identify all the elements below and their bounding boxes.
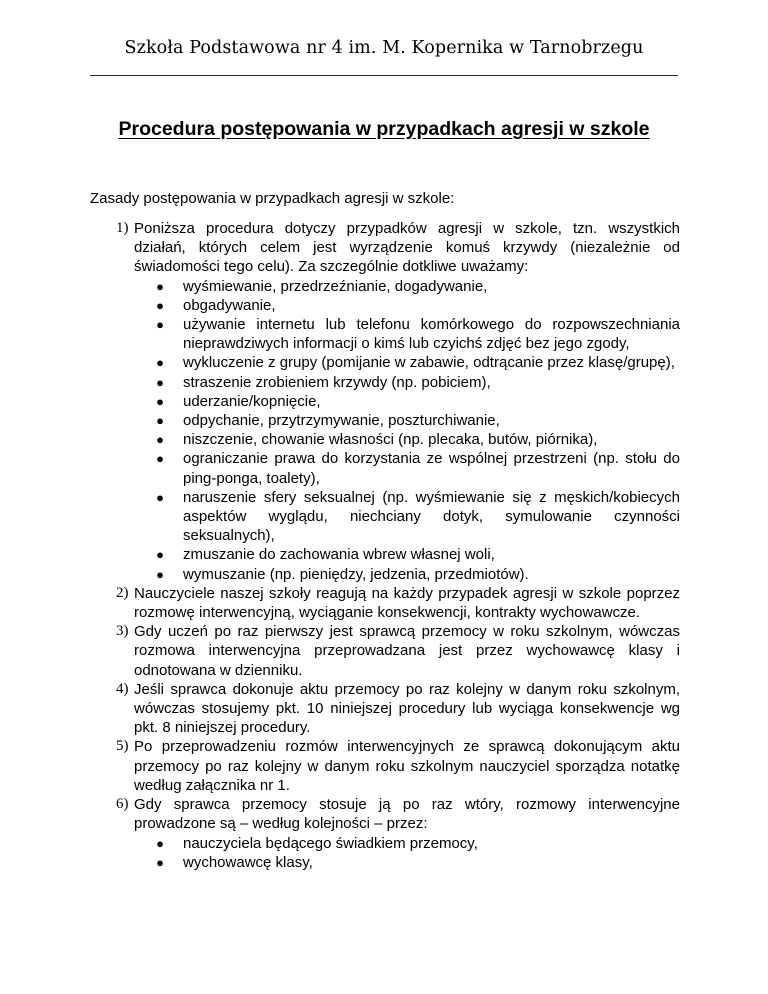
bullet-item xyxy=(134,834,680,853)
bullet-icon: ● xyxy=(156,451,164,467)
bullet-text: zmuszanie do zachowania wbrew własnej woli, xyxy=(183,546,495,564)
list-item xyxy=(90,680,680,738)
bullet-text: naruszenie sfery seksualnej (np. wyśmiewanie się z męskich/kobiecych aspektów wyglądu, niechciany dotyk, symulowanie czynności seksualnych), xyxy=(183,488,680,545)
bullet-icon: ● xyxy=(156,432,164,448)
bullet-icon: ● xyxy=(156,835,164,851)
bullet-item xyxy=(134,353,680,372)
bullet-item xyxy=(134,373,680,392)
bullet-icon: ● xyxy=(156,355,164,371)
bullet-item xyxy=(134,277,680,296)
bullet-text: uderzanie/kopnięcie, xyxy=(183,392,321,410)
bullet-text: niszczenie, chowanie własności (np. plecaka, butów, piórnika), xyxy=(183,431,598,449)
item-text: Gdy uczeń po raz pierwszy jest sprawcą przemocy w roku szkolnym, wówczas rozmowa interwencyjna przeprowadzana jest przez wychowawcę klasy i odnotowana w dzienniku. xyxy=(134,623,680,679)
bullet-list xyxy=(134,834,680,872)
list-item xyxy=(90,737,680,795)
bullet-text: wychowawcę klasy, xyxy=(183,853,313,871)
bullet-item xyxy=(134,545,680,564)
bullet-item xyxy=(134,488,680,546)
item-text: Gdy sprawca przemocy stosuje ją po raz wtóry, rozmowy interwencyjne prowadzone są – według kolejności – przez: xyxy=(134,796,680,833)
bullet-list xyxy=(134,277,680,584)
bullet-icon: ● xyxy=(156,317,164,333)
bullet-item xyxy=(134,315,680,353)
bullet-icon: ● xyxy=(156,566,164,582)
item-number: 5) xyxy=(116,738,129,755)
bullet-item xyxy=(134,430,680,449)
bullet-item xyxy=(134,853,680,872)
item-number: 3) xyxy=(116,623,129,640)
document-title: Procedura postępowania w przypadkach agresji w szkole xyxy=(118,118,650,140)
numbered-list xyxy=(90,219,680,872)
bullet-text: nauczyciela będącego świadkiem przemocy, xyxy=(183,834,478,852)
intro-text: Zasady postępowania w przypadkach agresji w szkole: xyxy=(90,190,455,207)
bullet-text: używanie internetu lub telefonu komórkowego do rozpowszechniania nieprawdziwych informacji o kimś lub czyichś zdjęć bez jego zgody, xyxy=(183,316,680,353)
bullet-icon: ● xyxy=(156,547,164,563)
bullet-text: wymuszanie (np. pieniędzy, jedzenia, przedmiotów). xyxy=(183,565,529,583)
bullet-text: obgadywanie, xyxy=(183,296,276,314)
bullet-icon: ● xyxy=(156,297,164,313)
procedure-list xyxy=(90,219,680,872)
bullet-icon: ● xyxy=(156,393,164,409)
item-text: Poniższa procedura dotyczy przypadków agresji w szkole, tzn. wszystkich działań, których celem jest wyrządzenie komuś krzywdy (niezależnie od świadomości tego celu). Za szczególnie dotkliwe uważamy: xyxy=(134,220,680,276)
bullet-text: wyśmiewanie, przedrzeźnianie, dogadywanie, xyxy=(183,277,488,295)
item-number: 6) xyxy=(116,796,129,813)
bullet-icon: ● xyxy=(156,278,164,294)
item-number: 4) xyxy=(116,680,129,697)
bullet-item xyxy=(134,565,680,584)
item-number: 2) xyxy=(116,584,129,601)
item-text: Po przeprowadzeniu rozmów interwencyjnych ze sprawcą dokonującym aktu przemocy po raz kolejny w danym roku szkolnym nauczyciel sporządza notatkę według załącznika nr 1. xyxy=(134,738,680,794)
bullet-text: straszenie zrobieniem krzywdy (np. pobiciem), xyxy=(183,373,491,391)
header-divider xyxy=(90,75,678,76)
list-item xyxy=(90,622,680,680)
bullet-icon: ● xyxy=(156,374,164,390)
page-header: Szkoła Podstawowa nr 4 im. M. Kopernika w Tarnobrzegu xyxy=(124,38,644,58)
bullet-item xyxy=(134,411,680,430)
bullet-item xyxy=(134,449,680,487)
item-text: Jeśli sprawca dokonuje aktu przemocy po raz kolejny w danym roku szkolnym, wówczas stosujemy pkt. 10 niniejszej procedury lub wyciąga konsekwencje wg pkt. 8 niniejszej procedury. xyxy=(134,680,680,737)
list-item xyxy=(90,584,680,622)
list-item xyxy=(90,795,680,872)
bullet-icon: ● xyxy=(156,854,164,870)
bullet-text: ograniczanie prawa do korzystania ze wspólnej przestrzeni (np. stołu do ping-ponga, toalety), xyxy=(183,450,680,487)
bullet-icon: ● xyxy=(156,489,164,505)
bullet-text: odpychanie, przytrzymywanie, poszturchiwanie, xyxy=(183,412,500,430)
list-item xyxy=(90,219,680,584)
item-text: Nauczyciele naszej szkoły reagują na każdy przypadek agresji w szkole poprzez rozmowę interwencyjną, wyciąganie konsekwencji, kontrakty wychowawcze. xyxy=(134,584,680,622)
bullet-icon: ● xyxy=(156,413,164,429)
item-number: 1) xyxy=(116,220,129,236)
bullet-item xyxy=(134,296,680,315)
bullet-item xyxy=(134,392,680,411)
bullet-text: wykluczenie z grupy (pomijanie w zabawie, odtrącanie przez klasę/grupę), xyxy=(183,354,675,372)
